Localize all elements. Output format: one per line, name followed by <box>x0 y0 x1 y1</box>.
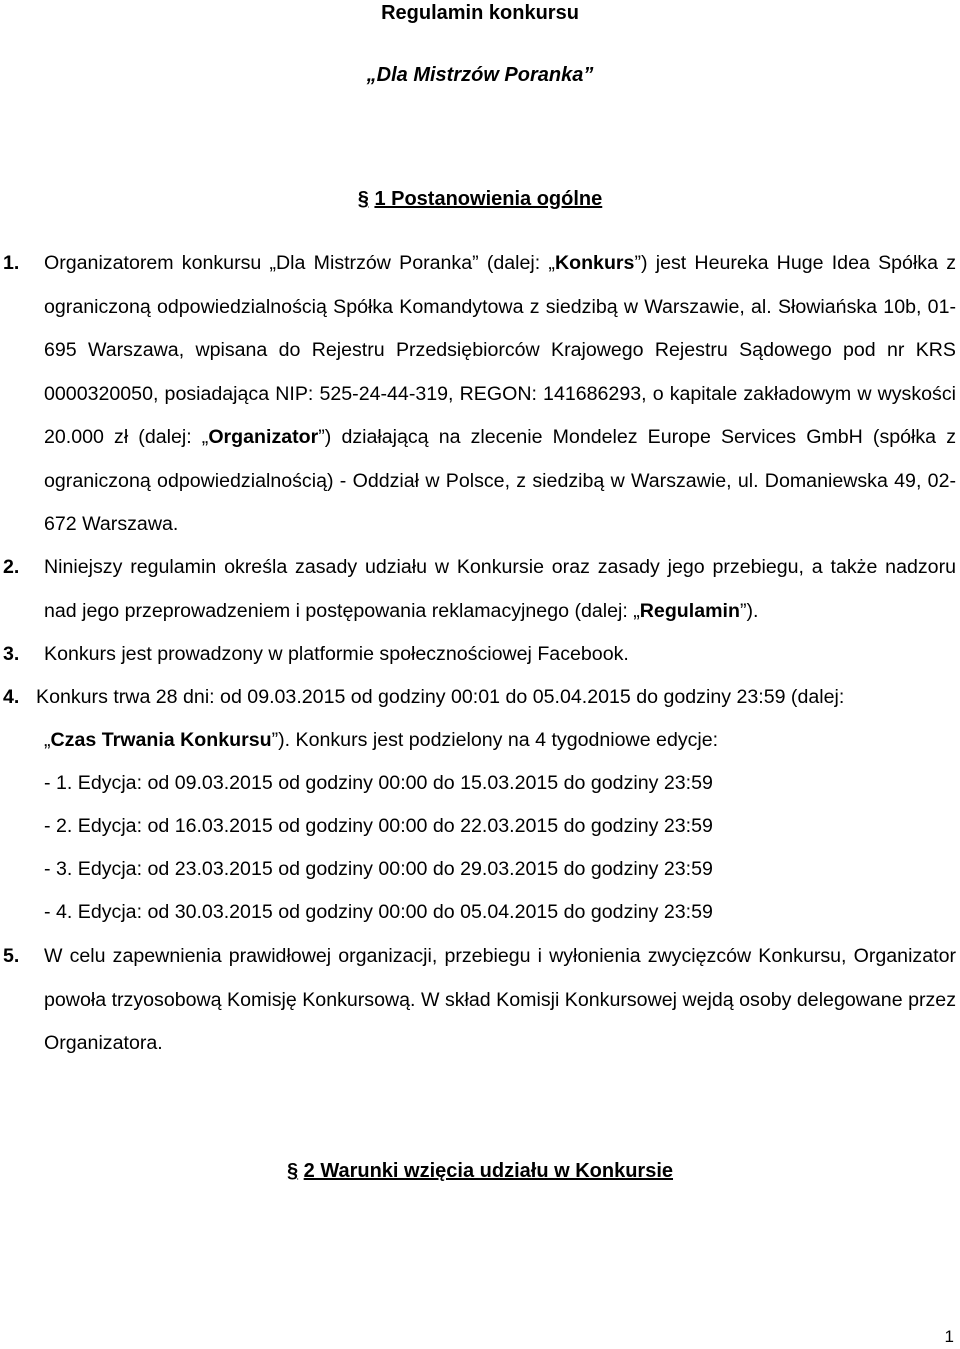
paragraph-2-text-c: ”). <box>739 599 759 622</box>
section-sign: § <box>286 1160 299 1182</box>
page-number: 1 <box>944 1327 954 1346</box>
paragraph-2 <box>44 546 956 633</box>
section-2-heading <box>0 1158 960 1184</box>
paragraph-1-text-a: Organizatorem konkursu „Dla Mistrzów Poranka” (dalej: „ <box>44 252 555 274</box>
edition-3: - 3. Edycja: od 23.03.2015 od godziny 00:00 do 29.03.2015 do godziny 23:59 <box>44 858 713 880</box>
section-sign: § <box>357 188 369 210</box>
section-1-heading <box>0 186 960 212</box>
edition-2: - 2. Edycja: od 16.03.2015 od godziny 00:00 do 22.03.2015 do godziny 23:59 <box>44 815 713 837</box>
section-1-title: 1 Postanowienia ogólne <box>374 188 603 210</box>
paragraph-1 <box>44 242 956 547</box>
section-2-title: 2 Warunki wzięcia udziału w Konkursie <box>303 1160 674 1182</box>
paragraph-3: Konkurs jest prowadzony w platformie społecznościowej Facebook. <box>44 643 629 665</box>
paragraph-1-text-e: ”) działającą na zlecenie Mondelez Europe Services GmbH (spółka z ograniczoną odpowiedzialnością) - Oddział w Polsce, z siedzibą w Warszawie, ul. Domaniewska 49, 02-672 Warszawa. <box>44 426 956 535</box>
item-number-2: 2. <box>3 556 20 578</box>
item-number-3: 3. <box>3 643 20 665</box>
edition-1: - 1. Edycja: od 09.03.2015 od godziny 00:00 do 15.03.2015 do godziny 23:59 <box>44 772 713 794</box>
paragraph-1-text-c: ”) jest Heureka Huge Idea Spółka z ograniczoną odpowiedzialnością Spółka Komandytowa z siedzibą w Warszawie, al. Słowiańska 10b, 01-695 Warszawa, wpisana do Rejestru Przedsiębiorców Krajowego Rejestru Sądowego pod nr KRS 0000320050, posiadająca NIP: 525-24-44-319, REGON: 141686293, o kapitale zakładowym w wyskości 20.000 zł (dalej: „ <box>44 252 956 448</box>
quote-open: „ <box>44 729 51 751</box>
item-number-5: 5. <box>3 945 20 967</box>
contest-name: „Dla Mistrzów Poranka” <box>366 64 594 86</box>
term-regulamin: Regulamin <box>639 599 740 622</box>
paragraph-4-line-2 <box>44 719 718 763</box>
term-organizator: Organizator <box>208 426 319 448</box>
document-title: Regulamin konkursu <box>381 2 579 24</box>
paragraph-4-line-1: Konkurs trwa 28 dni: od 09.03.2015 od godziny 00:01 do 05.04.2015 do godziny 23:59 (dalej: <box>36 686 845 708</box>
item-number-1: 1. <box>3 252 20 274</box>
term-czas-trwania: Czas Trwania Konkursu <box>50 729 272 751</box>
edition-4: - 4. Edycja: od 30.03.2015 od godziny 00:00 do 05.04.2015 do godziny 23:59 <box>44 901 713 923</box>
term-konkurs: Konkurs <box>554 252 635 274</box>
paragraph-2-text-a: Niniejszy regulamin określa zasady udziału w Konkursie oraz zasady jego przebiegu, a także nadzoru nad jego przeprowadzeniem i postępowania reklamacyjnego (dalej: „ <box>44 556 956 622</box>
paragraph-4-line-2-rest: ”). Konkurs jest podzielony na 4 tygodniowe edycje: <box>271 729 719 751</box>
item-number-4: 4. <box>3 686 20 708</box>
paragraph-5: W celu zapewnienia prawidłowej organizacji, przebiegu i wyłonienia zwycięzców Konkursu, Organizator powoła trzyosobową Komisję Konkursową. W skład Komisji Konkursowej wejdą osoby delegowane przez Organizatora. <box>44 945 956 1054</box>
